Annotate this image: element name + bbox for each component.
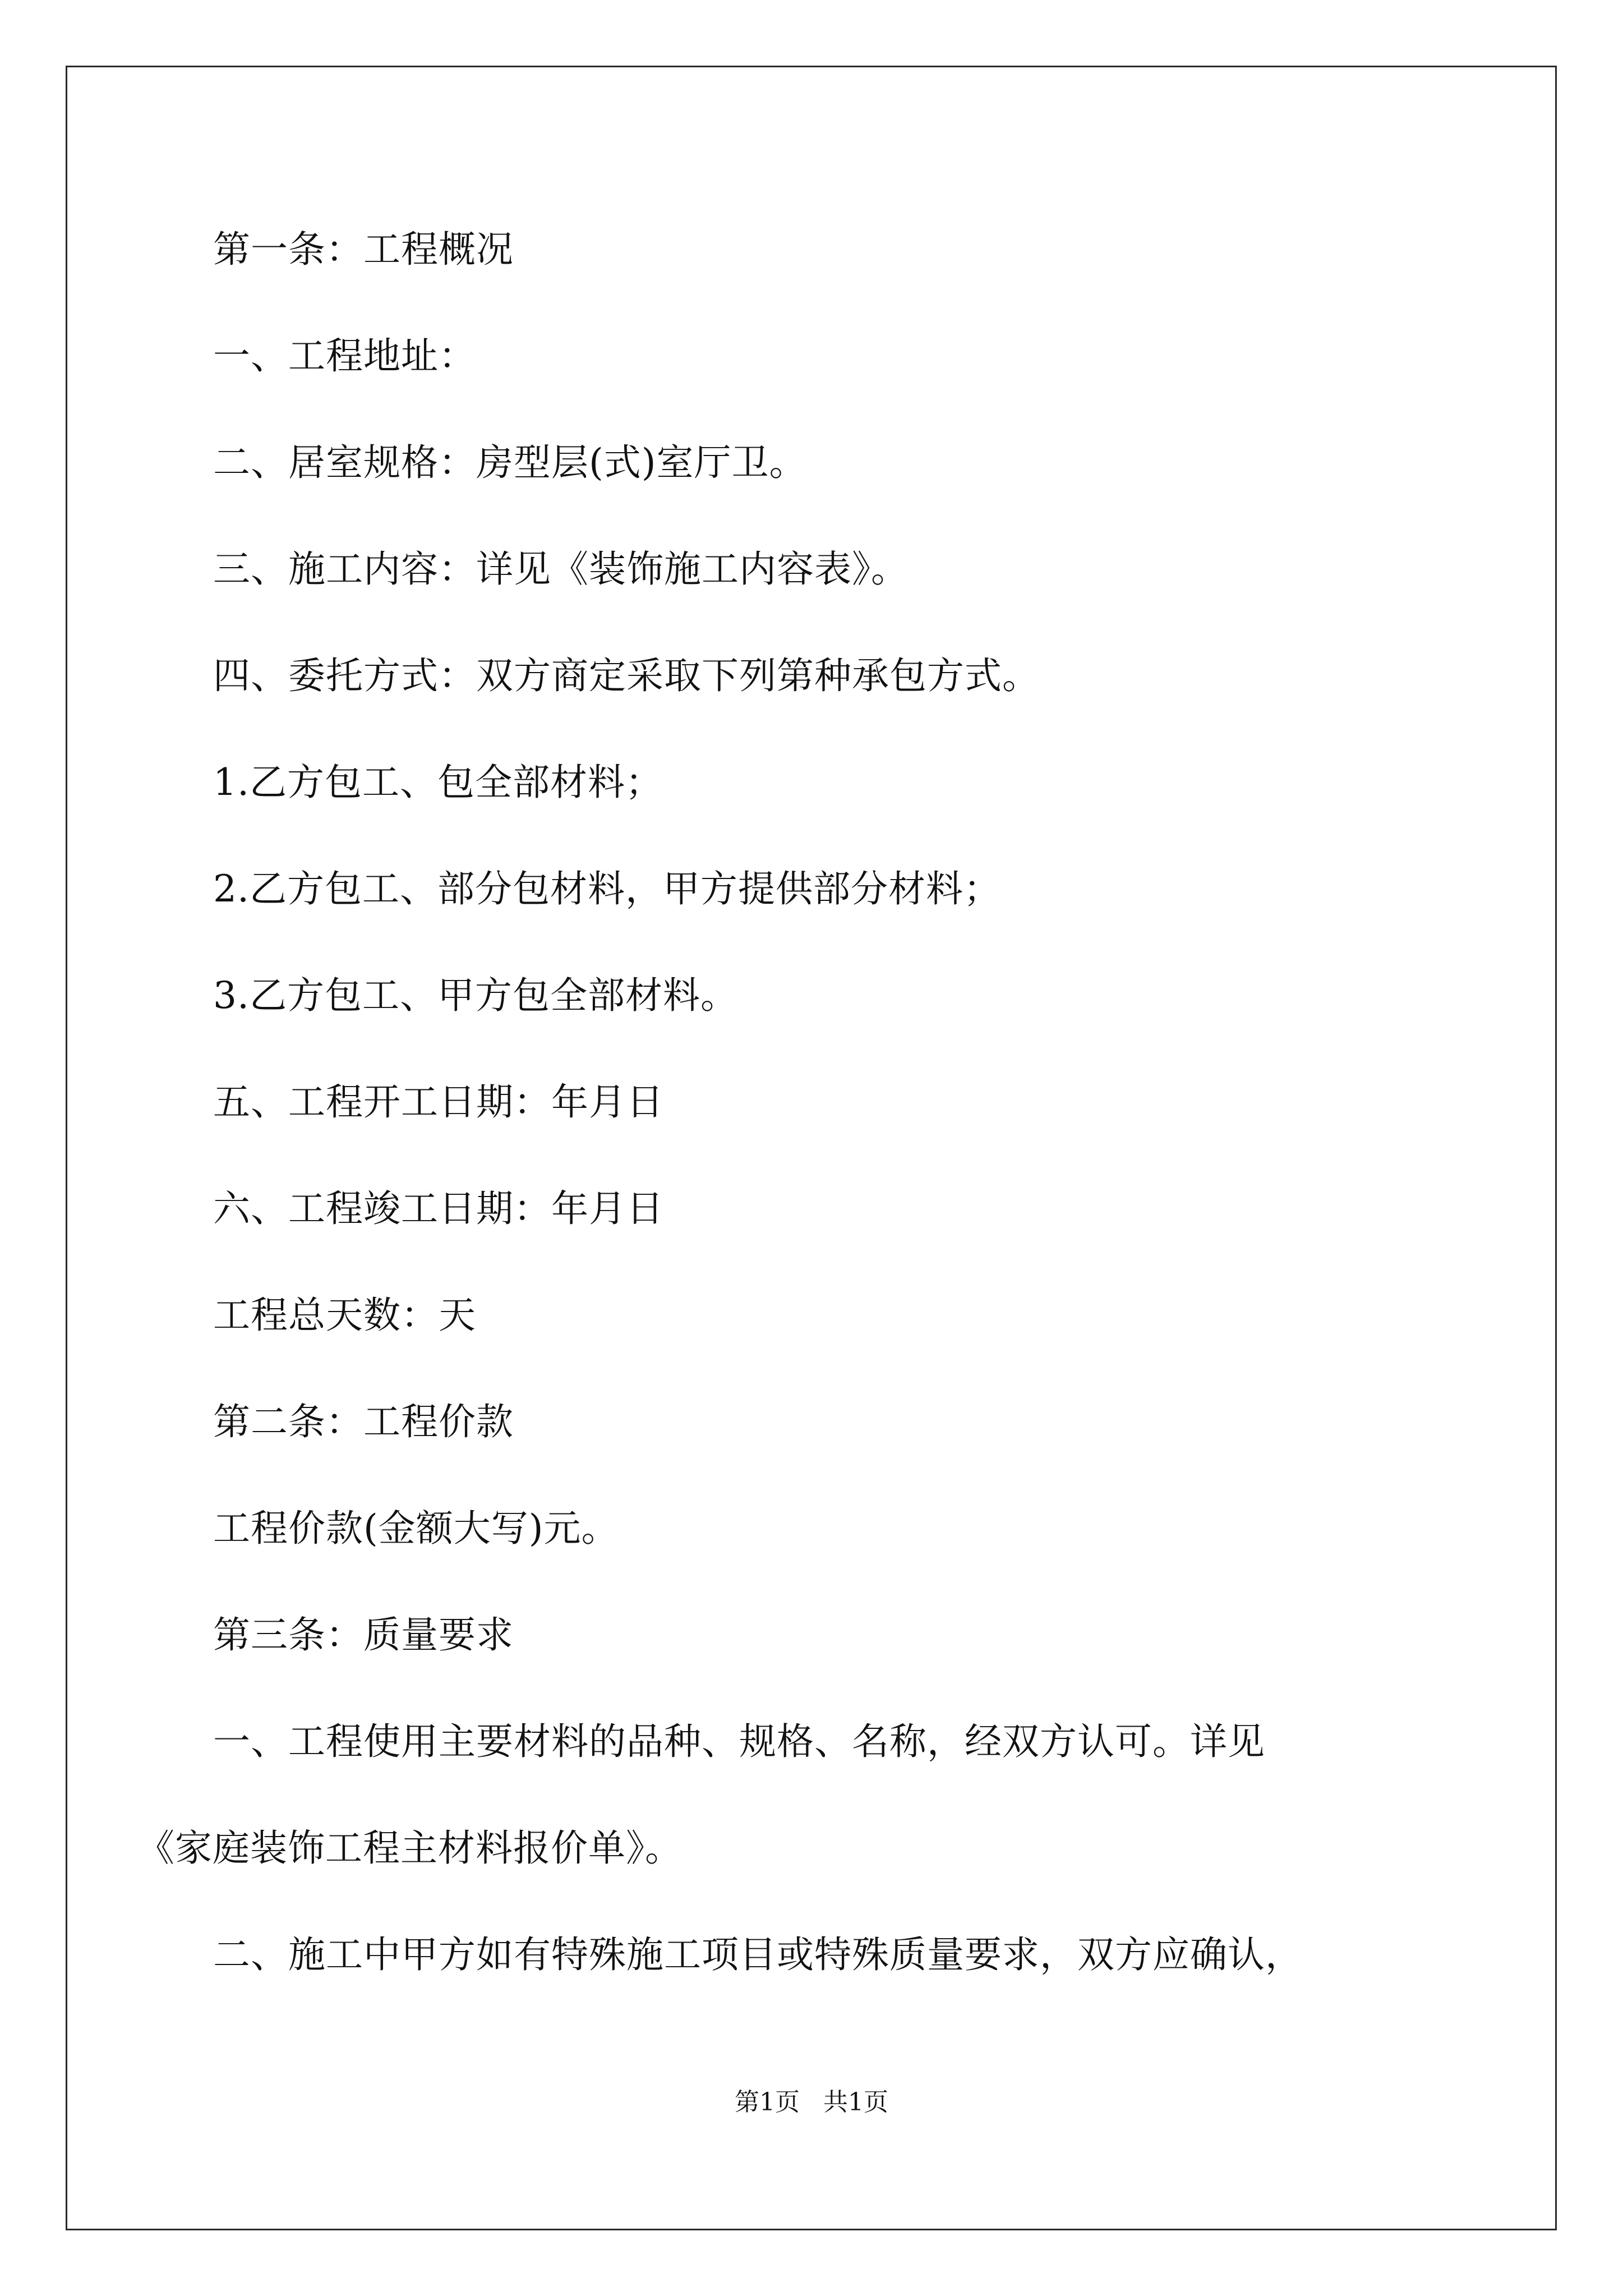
contract-option-3: 3.乙方包工、甲方包全部材料。 [213,974,738,1017]
clause-materials-continued: 《家庭装饰工程主材料报价单》。 [137,1826,683,1870]
clause-materials: 一、工程使用主要材料的品种、规格、名称，经双方认可。详见 [213,1720,1265,1763]
article-1-heading: 第一条：工程概况 [213,228,514,271]
clause-construction-content: 三、施工内容：详见《装饰施工内容表》。 [213,547,909,591]
clause-completion-date: 六、工程竣工日期：年月日 [213,1187,664,1230]
article-2-heading: 第二条：工程价款 [213,1400,514,1443]
article-3-heading: 第三条：质量要求 [213,1613,514,1657]
clause-project-price: 工程价款(金额大写)元。 [213,1507,619,1550]
page-number-footer: 第1页 共1页 [735,2088,888,2116]
contract-option-1: 1.乙方包工、包全部材料； [213,761,663,804]
clause-room-spec: 二、居室规格：房型层(式)室厅卫。 [213,441,807,484]
page-border [66,66,1557,2230]
clause-project-address: 一、工程地址： [213,334,476,378]
clause-total-days: 工程总天数：天 [213,1294,476,1337]
clause-start-date: 五、工程开工日期：年月日 [213,1080,664,1124]
clause-special-requirements: 二、施工中甲方如有特殊施工项目或特殊质量要求，双方应确认， [213,1933,1303,1976]
contract-option-2: 2.乙方包工、部分包材料，甲方提供部分材料； [213,867,1001,910]
clause-contract-method: 四、委托方式：双方商定采取下列第种承包方式。 [213,654,1040,697]
